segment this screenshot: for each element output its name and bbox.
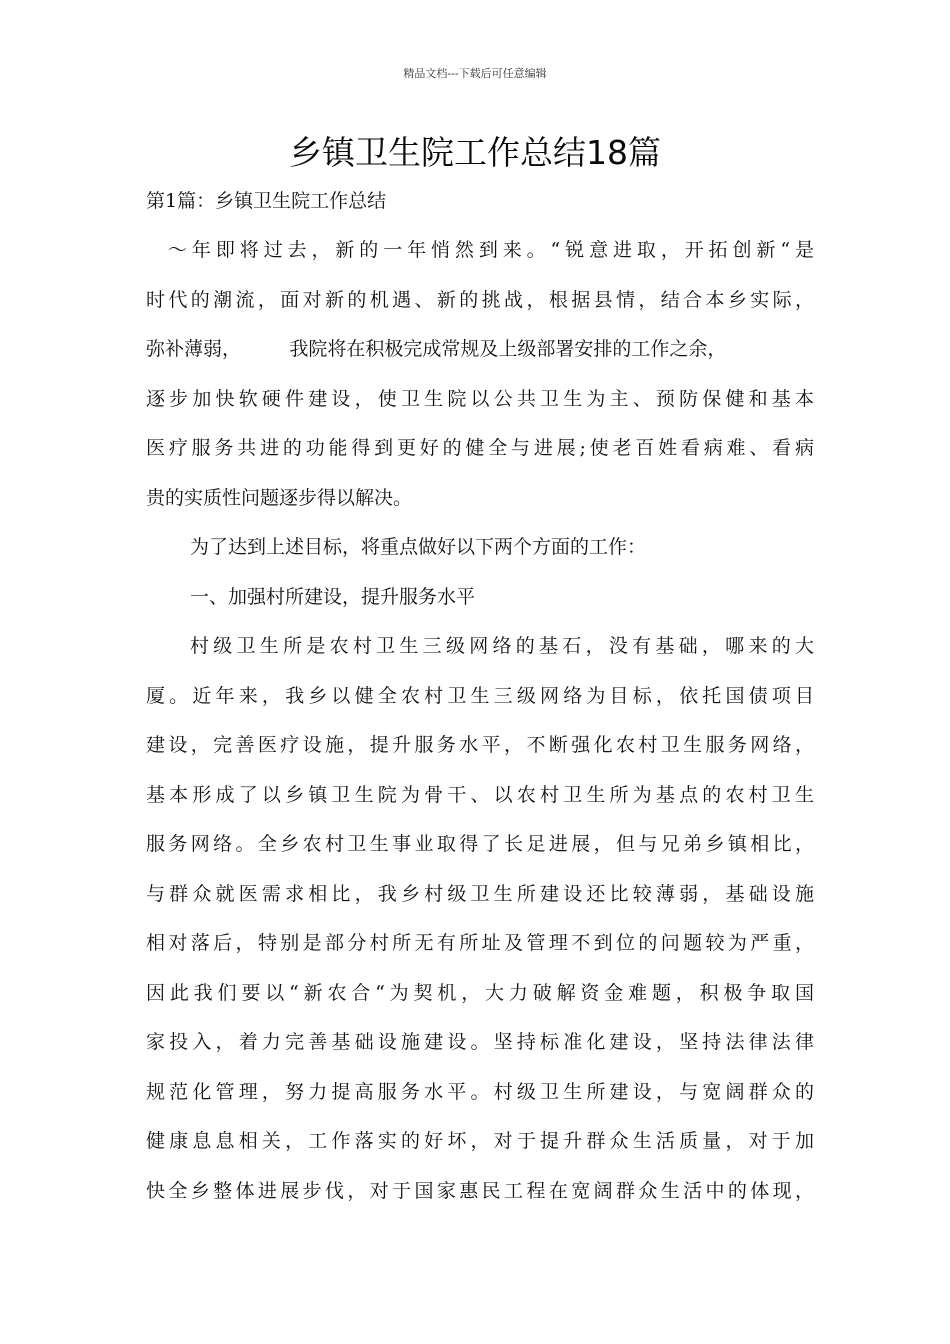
body-line: 逐步加快软硬件建设，使卫生院以公共卫生为主、预防保健和基本 xyxy=(146,387,814,410)
body-line: ～年即将过去，新的一年悄然到来。“锐意进取，开拓创新“是 xyxy=(168,239,814,261)
body-line: 健康息息相关，工作落实的好坏，对于提升群众生活质量，对于加 xyxy=(146,1130,814,1152)
section-heading: 第1篇：乡镇卫生院工作总结 xyxy=(146,190,387,212)
body-line: 规范化管理，努力提高服务水平。村级卫生所建设，与宽阔群众的 xyxy=(146,1080,814,1103)
body-line: 与群众就医需求相比，我乡村级卫生所建设还比较薄弱，基础设施 xyxy=(146,882,814,905)
body-line: 弥补薄弱， 我院将在积极完成常规及上级部署安排的工作之余， xyxy=(146,338,727,360)
document-title: 乡镇卫生院工作总结18篇 xyxy=(289,133,661,172)
body-line: 一、加强村所建设，提升服务水平 xyxy=(190,585,476,608)
body-line: 厦。近年来，我乡以健全农村卫生三级网络为目标，依托国债项目 xyxy=(146,684,814,707)
body-line: 基本形成了以乡镇卫生院为骨干、以农村卫生所为基点的农村卫生 xyxy=(146,783,814,806)
body-line: 村级卫生所是农村卫生三级网络的基石，没有基础，哪来的大 xyxy=(190,635,814,657)
body-line: 贵的实质性问题逐步得以解决。 xyxy=(146,486,413,509)
body-line: 时代的潮流，面对新的机遇、新的挑战，根据县情，结合本乡实际， xyxy=(146,288,814,311)
body-line: 家投入，着力完善基础设施建设。坚持标准化建设，坚持法律法律 xyxy=(146,1031,814,1053)
body-line: 建设，完善医疗设施，提升服务水平，不断强化农村卫生服务网络， xyxy=(146,734,814,756)
body-line: 因此我们要以“新农合“为契机，大力破解资金难题，积极争取国 xyxy=(146,981,814,1004)
body-line: 医疗服务共进的功能得到更好的健全与进展;使老百姓看病难、看病 xyxy=(146,437,814,459)
body-line: 为了达到上述目标，将重点做好以下两个方面的工作： xyxy=(190,536,647,558)
page-header-note: 精品文档---下载后可任意编辑 xyxy=(403,67,547,80)
document-body xyxy=(146,226,814,1216)
body-line: 服务网络。全乡农村卫生事业取得了长足进展，但与兄弟乡镇相比， xyxy=(146,833,814,855)
body-line: 快全乡整体进展步伐，对于国家惠民工程在宽阔群众生活中的体现， xyxy=(146,1179,814,1202)
body-line: 相对落后，特别是部分村所无有所址及管理不到位的问题较为严重， xyxy=(146,932,814,954)
